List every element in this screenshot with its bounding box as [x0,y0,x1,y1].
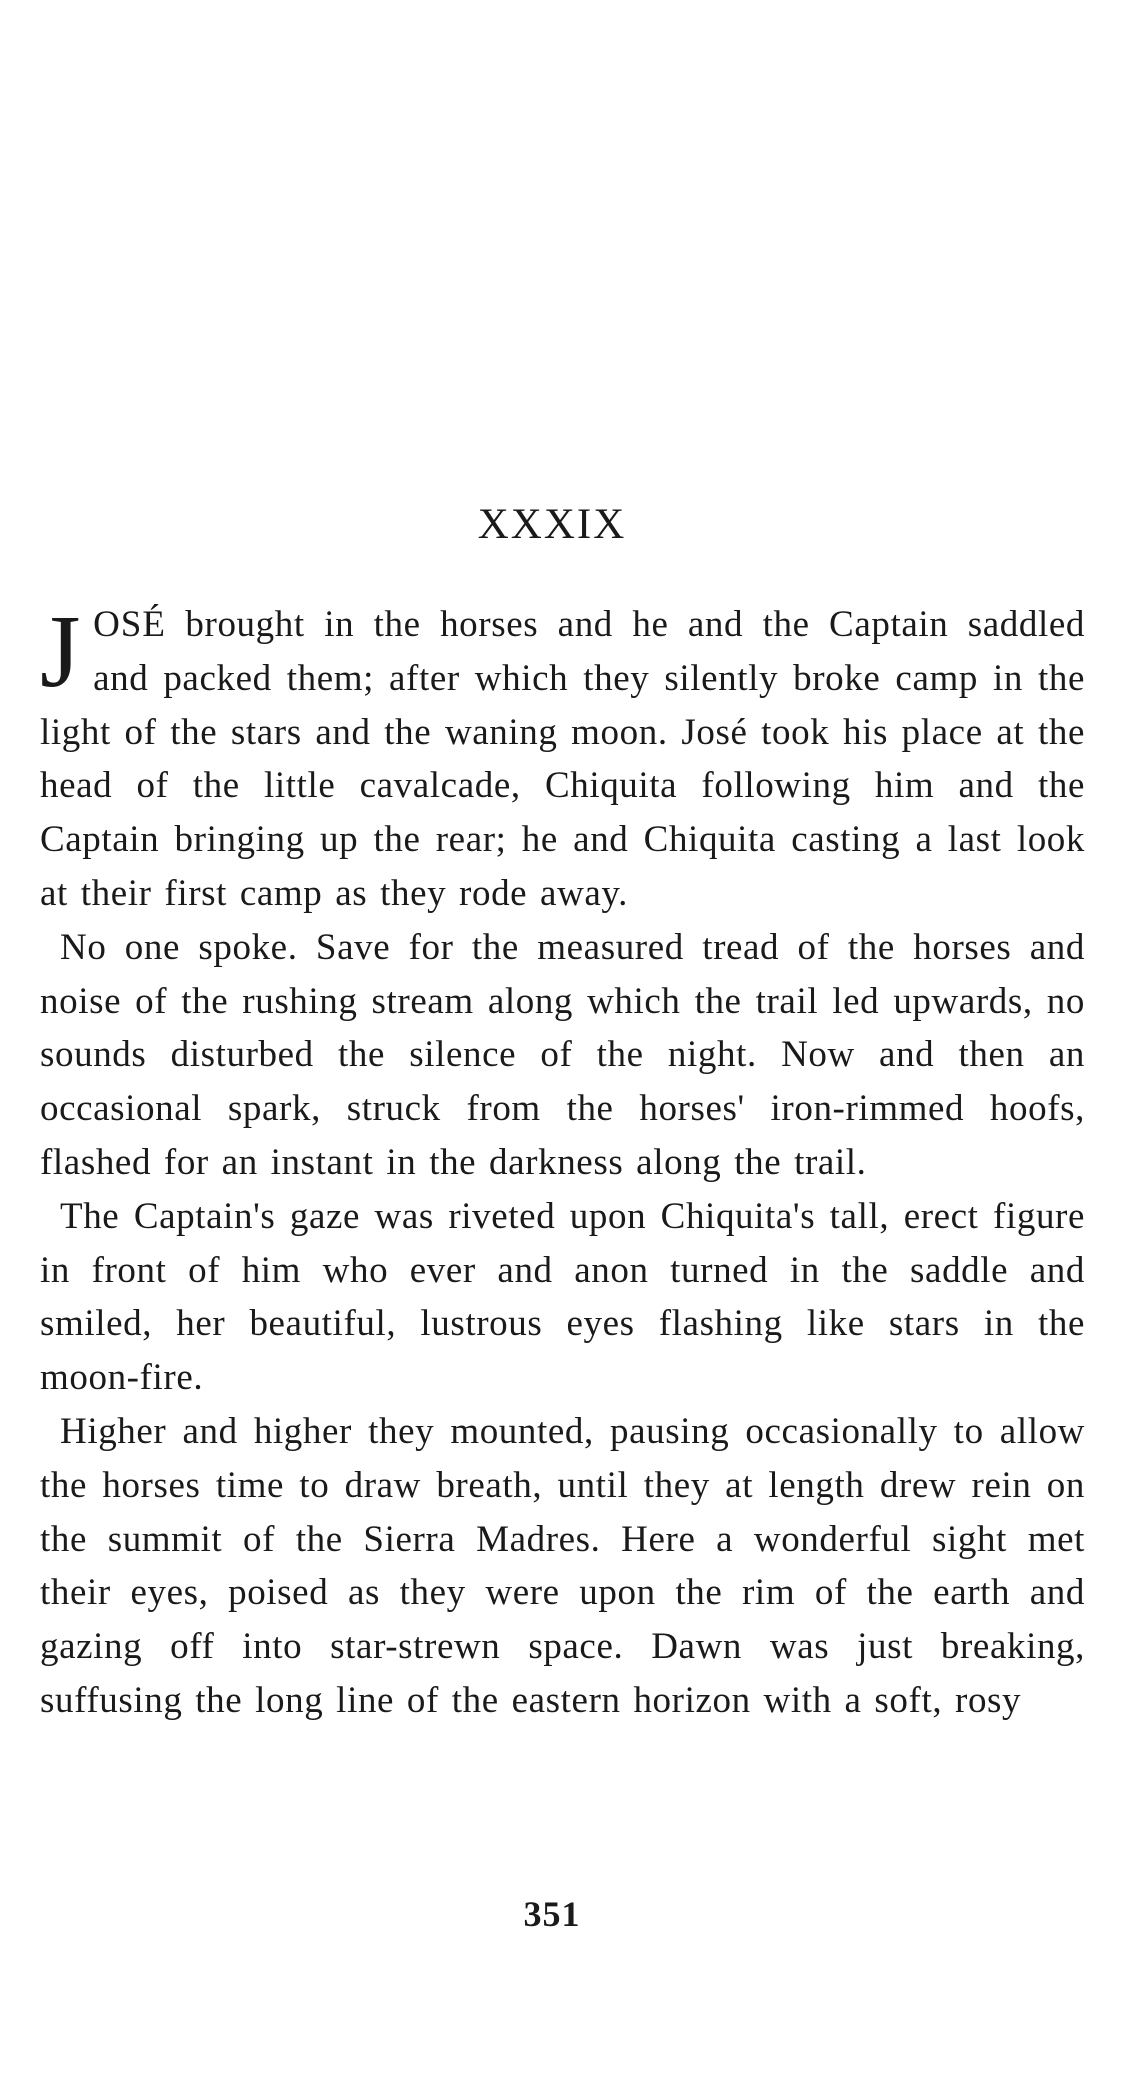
first-word-small-caps: OSÉ [93,604,166,645]
paragraph-1 [40,594,1085,921]
paragraph-1-text: brought in the horses and he and the Captain saddled and packed them; after which they silently broke camp in the light of the stars and the waning moon. José took his place at the head of the little cavalcade, Chiquita following him and the Captain bringing up the rear; he and Chiquita casting a last look at their first camp as they rode away. [40,604,1085,914]
chapter-heading: XXXIX [477,501,627,548]
paragraph-3: The Captain's gaze was riveted upon Chiquita's tall, erect figure in front of him who ever and anon turned in the saddle and smiled, her beautiful, lustrous eyes flashing like stars in the moon-fire. [40,1195,1085,1399]
paragraph-2: No one spoke. Save for the measured tread of the horses and noise of the rushing stream along which the trail led upwards, no sounds disturbed the silence of the night. Now and then an occasional spark, struck from the horses' iron-rimmed hoofs, flashed for an instant in the darkness along the trail. [40,926,1085,1183]
page-number: 351 [523,1894,581,1934]
body-text [40,594,1085,1728]
drop-cap: J [40,594,82,709]
paragraph-4: Higher and higher they mounted, pausing occasionally to allow the horses time to draw breath, until they at length drew rein on the summit of the Sierra Madres. Here a wonderful sight met their eyes, poised as they were upon the rim of the earth and gazing off into star-strewn space. Dawn was just breaking, suffusing the long line of the eastern horizon with a soft, rosy [40,1410,1085,1721]
